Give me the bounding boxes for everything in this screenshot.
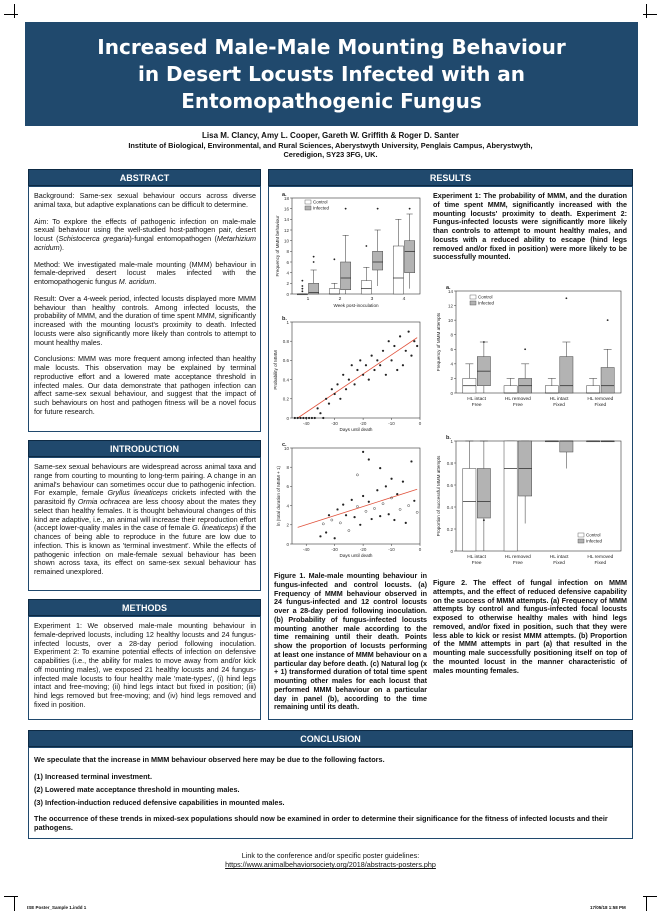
data-point [408, 331, 410, 333]
data-point [416, 345, 418, 347]
title-line: in Desert Locusts Infected with an [137, 62, 526, 86]
data-point [302, 417, 304, 419]
data-point [373, 507, 375, 509]
methods-heading: METHODS [28, 599, 261, 616]
data-point [408, 505, 410, 507]
x-tick-label: -20 [359, 421, 367, 426]
category-label: Fixed [594, 403, 607, 408]
data-point [351, 499, 353, 501]
outlier-point [483, 341, 485, 343]
data-point [353, 516, 355, 518]
data-point [322, 523, 324, 525]
data-point [396, 369, 398, 371]
data-point [362, 374, 364, 376]
introduction-text: Same-sex sexual behaviours are widespread across animal taxa and range from courting to mounting to long-term pairing. A change in an animal's behaviour can sometimes occur due to pathogenic infection. For example, female Gryllus lineaticeps crickets infected with the parasitoid fly Ormia ochracea are less choosy about the mates they select than healthy females. It is thought behavioural changes of this kind are adaptive, i.e., an animal will increase their reproduction effort (accept lower-quality males in the case of female G. lineaticeps) if the chances of being able to reproduce in the future are low due to infection. This is known as 'terminal investment'. While the effects of pathogenic infection on male-female sexual behaviour has been shown across taxa, its effect on same-sex sexual behaviour has remained unexplored. [34, 462, 257, 576]
box [329, 289, 339, 294]
abstract-method: Method: We investigated male-male mounting (MMM) behaviour in female-deprived desert locust males infected with the entomopathogenic fungus M. acridum. [34, 259, 256, 286]
affiliation: Ceredigion, SY23 3FG, UK. [283, 150, 378, 160]
y-tick-label: 0.4 [446, 504, 453, 510]
x-tick-label: -40 [302, 547, 310, 552]
data-point [390, 478, 392, 480]
category-label: Free [512, 403, 523, 408]
data-point [359, 524, 361, 526]
data-point [402, 481, 404, 483]
data-point [416, 511, 418, 513]
box [393, 246, 403, 294]
data-point [351, 364, 353, 366]
category-label: Fixed [594, 561, 607, 566]
box [560, 357, 573, 393]
y-axis-label: Probability of MMM [273, 350, 278, 390]
title-line: Entomopathogenic Fungus [181, 89, 482, 113]
box [504, 441, 517, 551]
trend-line [298, 489, 417, 527]
data-point [413, 500, 415, 502]
data-point [376, 489, 378, 491]
data-point [353, 383, 355, 385]
y-tick-label: 14 [283, 217, 289, 223]
data-point [336, 383, 338, 385]
outlier-point [313, 261, 315, 263]
guidelines-link[interactable]: https://www.animalbehaviorsociety.org/2018/abstracts-posters.php [225, 860, 436, 869]
box [463, 469, 476, 552]
results-heading: RESULTS [268, 169, 633, 186]
category-label: HL intact [549, 397, 569, 402]
y-tick-label: 0.2 [282, 396, 289, 402]
figure-1-caption: Figure 1. Male-male mounting behaviour in fungus-infected and control locusts. (a) Frequency of MMM behaviour observed in 24 fungus-infected and 12 control locusts over a 28-day period following inoculation. (b) Probability of fungus-infected locusts mounting another male according to the time remaining until their death. Points show the proportion of locusts performing at least one instance of MMM behaviour on a particular day before death. (c) Natural log (x + 1) transformed duration of total time spent mounting other males for each locust that performed MMM behaviour on a particular day in panel (b), according to the time remaining until its death. [274, 571, 427, 712]
data-point [368, 458, 370, 460]
data-point [382, 350, 384, 352]
data-point [305, 417, 307, 419]
x-axis-label: Days until death [339, 427, 373, 432]
panel-label: a. [282, 192, 287, 198]
y-tick-label: 18 [283, 195, 289, 201]
legend-label: Infected [478, 300, 495, 306]
conclusion-item: (1) Increased terminal investment. [34, 772, 153, 781]
y-tick-label: 10 [447, 317, 453, 323]
data-point [382, 503, 384, 505]
y-tick-label: 0.4 [282, 377, 289, 383]
legend-swatch [305, 200, 311, 204]
data-point [328, 403, 330, 405]
figure-2a-plot [436, 285, 621, 408]
y-tick-label: 16 [283, 206, 289, 212]
y-tick-label: 0 [450, 548, 453, 554]
y-tick-label: 8 [286, 465, 289, 470]
data-point [396, 493, 398, 495]
data-point [336, 508, 338, 510]
category-label: Fixed [553, 561, 565, 566]
crop-mark [4, 14, 18, 15]
outlier-point [607, 319, 609, 321]
box [545, 386, 558, 393]
box [601, 368, 614, 394]
y-tick-label: 0 [286, 415, 289, 421]
legend-swatch [578, 533, 584, 537]
data-point [402, 364, 404, 366]
data-point [368, 379, 370, 381]
y-tick-label: 0.6 [446, 482, 453, 488]
data-point [368, 501, 370, 503]
data-point [388, 513, 390, 515]
outlier-point [409, 208, 411, 210]
x-tick-label: 0 [418, 547, 422, 552]
figure-1b-plot [273, 316, 422, 432]
poster-title [25, 22, 638, 126]
crop-mark [646, 4, 647, 18]
box [477, 469, 490, 519]
y-tick-label: 10 [283, 445, 289, 451]
figure-1c-plot [276, 442, 422, 558]
category-label: HL removed [504, 555, 531, 560]
category-label: HL intact [549, 555, 569, 560]
conclusion-item: (3) Infection-induction reduced defensive capabilities in mounted males. [34, 798, 285, 807]
data-point [356, 505, 358, 507]
link-label: Link to the conference and/or specific poster guidelines: [241, 851, 420, 860]
box [405, 241, 415, 273]
conclusion-heading: CONCLUSION [28, 730, 633, 747]
legend-label: Control [313, 199, 328, 205]
data-point [371, 518, 373, 520]
author-block [60, 131, 601, 160]
y-tick-label: 8 [286, 249, 289, 255]
data-point [331, 388, 333, 390]
crop-mark [646, 897, 647, 911]
y-tick-label: 0 [450, 390, 453, 396]
data-point [385, 485, 387, 487]
abstract-text [34, 192, 256, 425]
y-tick-label: 2 [450, 376, 453, 382]
y-tick-label: 6 [286, 484, 289, 490]
panel-label: c. [282, 442, 287, 448]
author-names: Lisa M. Clancy, Amy L. Cooper, Gareth W. Griffith & Roger D. Santer [202, 131, 459, 140]
data-point [371, 355, 373, 357]
category-label: HL removed [587, 397, 614, 402]
data-point [385, 374, 387, 376]
y-axis-label: Proportion of successful MMM attempts [436, 455, 441, 537]
methods-text: Experiment 1: We observed male-male mounting behaviour in female-deprived locusts, including 12 healthy locusts and 24 fungus-infected locusts, over a 28-day period following inoculation. Experiment 2: To examine potential effects of infection on defensive capabilities (i.e., the ability for males to move away from and/or kick off mounting males), we exposed 21 healthy locusts and 24 fungus-infected male locusts to four healthy male 'mate-types', (i) hind legs intact and free-moving; (ii) hind legs intact but fixed in position; (iii) hind legs removed but free-moving; and (iv) hind legs removed and fixed in position. [34, 621, 256, 709]
data-point [393, 345, 395, 347]
x-tick-label: -20 [359, 547, 367, 552]
category-label: Free [471, 403, 482, 408]
data-point [345, 514, 347, 516]
legend-label: Infected [313, 205, 330, 211]
category-label: 2 [338, 297, 342, 302]
abstract-background: Background: Same-sex sexual behaviour occurs across diverse animal taxa, but adaptive explanations can be difficult to determine. [34, 191, 256, 209]
data-point [410, 355, 412, 357]
data-point [308, 417, 310, 419]
data-point [376, 359, 378, 361]
data-point [319, 535, 321, 537]
outlier-point [483, 519, 485, 521]
x-axis-label: Days until death [339, 553, 373, 558]
y-tick-label: 0.2 [446, 526, 453, 532]
trend-line [298, 338, 417, 418]
conclusion-closing: The occurrence of these trends in mixed-sex populations should now be examined in order to determine their significance for the fitness of infected locusts and their pathogens. [34, 814, 608, 832]
introduction-heading: INTRODUCTION [28, 440, 261, 457]
category-label: HL removed [587, 555, 614, 560]
box [560, 441, 573, 452]
data-point [362, 495, 364, 497]
conclusion-item: (2) Lowered mate acceptance threshold in mounting males. [34, 785, 240, 794]
y-tick-label: 4 [450, 361, 453, 367]
data-point [399, 335, 401, 337]
category-label: Fixed [553, 403, 565, 408]
y-axis-label: ln (total duration of MMM + 1) [276, 465, 281, 527]
category-label: HL intact [467, 397, 487, 402]
x-tick-label: -30 [331, 547, 338, 552]
y-tick-label: 4 [286, 503, 289, 509]
category-label: Free [512, 561, 523, 566]
y-tick-label: 10 [283, 238, 289, 244]
x-tick-label: -10 [388, 421, 395, 426]
panel-label: b. [282, 316, 287, 322]
data-point [299, 417, 301, 419]
results-summary: Experiment 1: The probability of MMM, and the duration of time spent MMM, significantly increased with the mounting locusts' proximity to death. Experiment 2: Fungus-infected locusts were significantly more likely than controls to attempt to mount healthy males, and locusts with a reduced ability to escape (hind legs removed and/or fixed in position) were more likely to be successfully mounted. [433, 191, 627, 262]
y-tick-label: 8 [450, 332, 453, 338]
data-point [379, 364, 381, 366]
outlier-point [524, 348, 526, 350]
affiliation: Institute of Biological, Environmental, and Rural Sciences, Aberystwyth University, Penglais Campus, Aberystwyth, [128, 140, 533, 150]
data-point [311, 417, 313, 419]
category-label: 4 [402, 297, 406, 302]
data-point [331, 519, 333, 521]
data-point [379, 515, 381, 517]
figure-1 [270, 190, 430, 570]
crop-mark [14, 897, 15, 911]
y-tick-label: 14 [447, 288, 453, 294]
x-axis-label: Week post-inoculation [333, 303, 379, 308]
y-axis-label: Frequency of MMM behaviour [275, 215, 280, 277]
data-point [297, 417, 299, 419]
data-point [314, 417, 316, 419]
data-point [379, 467, 381, 469]
data-point [348, 529, 350, 531]
outlier-point [365, 245, 367, 247]
guidelines-link-block [60, 851, 601, 869]
y-tick-label: 0.8 [282, 339, 289, 344]
outlier-point [301, 285, 303, 287]
x-tick-label: -30 [331, 421, 338, 426]
panel-label: a. [446, 285, 451, 291]
conclusion-intro: We speculate that the increase in MMM behaviour observed here may be due to the following factors. [34, 755, 385, 764]
panel-label: b. [446, 435, 451, 441]
outlier-point [301, 288, 303, 290]
data-point [334, 537, 336, 539]
abstract-heading: ABSTRACT [28, 169, 261, 186]
data-point [373, 369, 375, 371]
data-point [390, 359, 392, 361]
abstract-result: Result: Over a 4-week period, infected locusts displayed more MMM behaviour than healthy controls. Among infected locusts, the probability of MMM, and the duration of time spent MMM, significantly increased with the mounting locust's proximity to death. Infected locusts were also significantly more likely than controls to attempt to mount healthy males. [34, 293, 256, 347]
data-point [325, 531, 327, 533]
data-point [322, 417, 324, 419]
y-tick-label: 12 [283, 227, 289, 233]
data-point [388, 340, 390, 342]
x-tick-label: 0 [418, 421, 422, 426]
data-point [339, 398, 341, 400]
data-point [317, 407, 319, 409]
outlier-point [301, 290, 303, 292]
legend-swatch [305, 206, 311, 210]
data-point [319, 412, 321, 414]
data-point [342, 504, 344, 506]
figure-1a-plot [275, 192, 420, 308]
data-point [413, 340, 415, 342]
figure-2b-plot [436, 435, 621, 566]
x-tick-label: -10 [388, 547, 395, 552]
legend-swatch [578, 539, 584, 543]
crop-mark [4, 896, 18, 897]
data-point [410, 460, 412, 462]
legend-swatch [470, 295, 476, 299]
category-label: HL intact [467, 555, 487, 560]
box [504, 386, 517, 393]
data-point [294, 417, 296, 419]
data-point [348, 379, 350, 381]
footer-file-name: ISE Poster_Sample 1.indd 1 [27, 905, 87, 910]
data-point [399, 508, 401, 510]
legend-swatch [470, 301, 476, 305]
y-tick-label: 0.6 [282, 358, 289, 364]
data-point [365, 510, 367, 512]
category-label: Free [471, 561, 482, 566]
legend-label: Infected [586, 538, 603, 544]
outlier-point [301, 280, 303, 282]
outlier-point [345, 208, 347, 210]
category-label: HL removed [504, 397, 531, 402]
y-tick-label: 0 [286, 291, 289, 297]
y-tick-label: 12 [447, 303, 453, 309]
conclusion-body [34, 755, 628, 832]
data-point [356, 474, 358, 476]
y-tick-label: 0.8 [446, 460, 453, 466]
plot-frame [292, 448, 420, 544]
legend-label: Control [586, 532, 601, 538]
title-line: Increased Male-Male Mounting Behaviour [97, 35, 566, 59]
outlier-point [377, 208, 379, 210]
y-tick-label: 4 [286, 270, 289, 276]
data-point [393, 519, 395, 521]
data-point [362, 451, 364, 453]
data-point [342, 374, 344, 376]
data-point [339, 522, 341, 524]
data-point [356, 369, 358, 371]
box [341, 262, 351, 290]
figure-2 [430, 283, 630, 566]
y-axis-label: Frequency of MMM attempts [436, 312, 441, 372]
data-point [334, 393, 336, 395]
abstract-conclusions: Conclusions: MMM was more frequent among infected than healthy male locusts. This observation may be explained by terminal reproductive effort and a lowered mate acceptance threshold in infected males. Our data demonstrate that pathogen infection can affect same-sex sexual behaviour, and suggest that the impact of such behaviours on host and pathogen fitness will be a novel focus for future research. [34, 354, 256, 416]
data-point [405, 350, 407, 352]
figure-2-caption: Figure 2. The effect of fungal infection on MMM attempts, and the effect of reduced defensive capability on the success of MMM attempts. (a) Frequency of MMM attempts by control and fungus-infected focal locusts exposed to otherwise healthy males with hind legs removed, and/or fixed in position, such that they were less able to kick or resist MMM attempts. (b) Proportion of the MMM attempts in part (a) that resulted in the mounting male successfully positioning itself on top of the mounted locust in the manner characteristic of males mounting females. [433, 578, 627, 675]
data-point [405, 522, 407, 524]
outlier-point [333, 258, 335, 260]
data-point [345, 388, 347, 390]
data-point [365, 364, 367, 366]
data-point [328, 514, 330, 516]
legend-label: Control [478, 294, 493, 300]
y-tick-label: 1 [450, 438, 453, 444]
outlier-point [313, 256, 315, 258]
y-tick-label: 6 [286, 259, 289, 265]
box [361, 281, 371, 294]
footer-timestamp: 17/05/18 1:58 PM [590, 905, 626, 910]
crop-mark [14, 4, 15, 18]
y-tick-label: 0 [286, 541, 289, 547]
y-tick-label: 2 [286, 522, 289, 528]
outlier-point [565, 297, 567, 299]
box [373, 251, 383, 270]
data-point [325, 398, 327, 400]
box [587, 386, 600, 393]
y-tick-label: 6 [450, 347, 453, 353]
y-tick-label: 1 [286, 319, 289, 325]
category-label: 1 [306, 297, 310, 302]
x-tick-label: -40 [302, 421, 310, 426]
data-point [359, 359, 361, 361]
category-label: 3 [370, 297, 374, 302]
abstract-aim: Aim: To explore the effects of pathogenic infection on male-male sexual behaviour using the well-studied host-pathogen pair, desert locust (Schistocerca gregaria)-fungal entomopathogen (Metarhizium acridum). [34, 216, 256, 252]
y-tick-label: 2 [286, 281, 289, 287]
